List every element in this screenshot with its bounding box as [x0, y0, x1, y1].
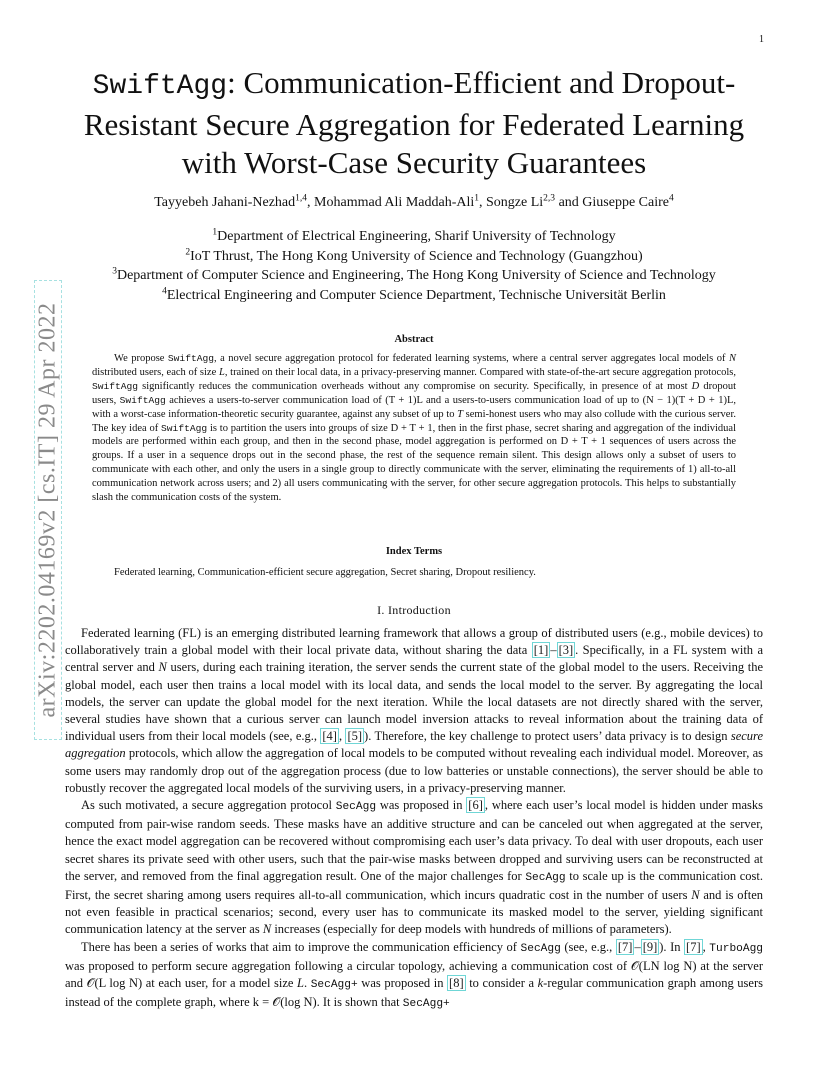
text-run: protocols, which allow the aggregation of local models to be computed without revealing each individual model. Moreover, as some users may randomly drop out of the aggregation process (due to low batteries or unstable connections), the server should be able to robustly recover the aggregated local models of the surviving users, in a privacy-preserving manner.	[65, 746, 763, 795]
abstract-heading: Abstract	[394, 334, 434, 345]
body-paragraph	[65, 797, 763, 939]
text-run: was proposed to perform secure aggregation following a circular topology, achieving a communication cost of 𝒪(LN log N) at the server and 𝒪(L log N) at each user, for a model size	[65, 958, 763, 991]
affiliation-line	[60, 286, 768, 306]
math-symbol: T	[457, 408, 464, 420]
protocol-name: SecAgg	[525, 871, 566, 884]
author-separator: and	[555, 195, 583, 210]
affiliation-text: Department of Electrical Engineering, Sharif University of Technology	[217, 229, 616, 244]
math-symbol: L	[218, 366, 225, 378]
citation-link[interactable]: [8]	[449, 976, 464, 991]
protocol-name: SecAgg	[335, 801, 377, 814]
affiliation-text: Department of Computer Science and Engineering, The Hong Kong University of Science and Technology	[116, 268, 716, 283]
text-run: –	[634, 939, 641, 954]
protocol-name: SecAgg+	[310, 979, 358, 992]
citation-link[interactable]: [7]	[686, 939, 701, 954]
text-run: was proposed in	[376, 798, 467, 813]
text-run: ,	[702, 939, 710, 954]
affiliation-mark: 1	[212, 227, 218, 238]
author-affiliation-mark: 1	[474, 193, 480, 204]
text-run: distributed users, each of size	[92, 366, 219, 378]
affiliation-text: IoT Thrust, The Hong Kong University of Science and Technology (Guangzhou)	[190, 248, 643, 264]
text-run: was proposed in	[357, 976, 448, 991]
text-run: (see, e.g.,	[560, 939, 616, 954]
author-affiliation-mark: 1,4	[295, 193, 308, 204]
author-name: Giuseppe Caire	[582, 195, 669, 210]
text-run: . Specifically, in a FL system with a central server and	[65, 643, 763, 675]
affiliation-text: Electrical Engineering and Computer Science Department, Technische Universität Berlin	[166, 287, 666, 303]
paper-title	[60, 64, 768, 182]
text-run: significantly reduces the communication overheads without any compromise on security. Specifically, in presence of at most	[138, 380, 692, 392]
citation-link[interactable]: [4]	[322, 729, 337, 744]
text-run: , a novel secure aggregation protocol for federated learning systems, where a central server aggregates local models of	[213, 353, 729, 364]
text-run: .	[303, 976, 311, 991]
index-terms-heading: Index Terms	[385, 546, 443, 557]
index-terms: Federated learning, Communication-efficient secure aggregation, Secret sharing, Dropout resiliency.	[114, 567, 536, 578]
protocol-name: SwiftAgg	[92, 380, 139, 392]
affiliation-mark: 4	[162, 285, 167, 296]
author-separator: ,	[307, 195, 315, 210]
text-run: ). In	[659, 939, 685, 954]
author-name: Tayyebeh Jahani-Nezhad	[154, 195, 296, 210]
text-run: As such motivated, a secure aggregation protocol	[81, 798, 336, 813]
math-symbol: secure aggregation	[65, 729, 764, 761]
text-run: achieves a users-to-server communication load of (T + 1)L and a users-to-users communication load of up to (N − 1)(T + D + 1)L, with a worst-case information-theoretic security guarantee, against any subset of up to	[92, 394, 736, 420]
citation-link[interactable]: [1]	[533, 643, 549, 658]
text-run: semi-honest users who may also collude with the curious server. The key idea of	[92, 408, 737, 434]
text-run: –	[550, 643, 557, 658]
protocol-name: SecAgg+	[402, 998, 450, 1011]
author-affiliation-mark: 4	[669, 193, 674, 204]
text-run: to scale up is the communication cost. First, the secret sharing among users requires all-to-all communication, which incurs quadratic cost in the number of users	[65, 868, 763, 903]
citation-link[interactable]: [9]	[642, 939, 658, 954]
body-text	[65, 625, 763, 1013]
protocol-name: SecAgg	[520, 942, 561, 955]
math-symbol: k	[537, 976, 544, 991]
text-run: dropout users,	[92, 380, 736, 406]
arxiv-stamp[interactable]	[34, 280, 62, 740]
text-run: users, during each training iteration, the server sends the current state of the global model to the users. Receiving the global model, each user then trains a local model with its local data, and sends the local model to the server. By aggregating the local models, the server can update the global model for the next iteration. While the local datasets are not directly shared with the server, several studies have shown that a curious server can launch model inversion attacks to reveal information about the training data of individual users from their local models (see, e.g.,	[65, 660, 763, 744]
text-run: and is often not even feasible in practical scenarios; second, every user has to communicate its masked model to the server, yielding significant communication latency at the server as	[65, 888, 763, 937]
affiliation-line	[60, 247, 768, 267]
text-run: to consider a	[465, 976, 538, 991]
math-symbol: N	[262, 922, 272, 937]
arxiv-stamp-text: arXiv:2202.04169v2 [cs.IT] 29 Apr 2022	[34, 302, 61, 718]
author-separator: ,	[479, 195, 487, 210]
author-affiliation-mark: 2,3	[543, 193, 556, 204]
page-number: 1	[759, 34, 764, 45]
protocol-name: SwiftAgg	[119, 394, 166, 406]
citation-link[interactable]: [5]	[347, 729, 363, 744]
body-paragraph	[65, 625, 763, 797]
affiliation-list	[60, 227, 768, 305]
protocol-name: SwiftAgg	[161, 422, 208, 434]
title-protocol-name: SwiftAgg	[92, 71, 228, 102]
text-run: is to partition the users into groups of size D + T + 1, then in the first phase, secret sharing and aggregation of the individual models are performed within each group, and then in the second phase, model aggregation is performed on D + T + 1 sequences of users across the groups. If a user in a sequence drops out in the second phase, the rest of the sequence remain silent. This design allows only a subset of users to communicate with each other, and only the users in a single group to directly communicate with the server, eliminating the requirements of 1) all-to-all communication network across users; and 2) all users communicating with the server, for other secure aggregation protocols. This helps to substantially slash the communication costs of the system.	[92, 422, 736, 504]
text-run: ,	[338, 729, 346, 744]
abstract-body	[92, 352, 736, 505]
math-symbol: D	[691, 380, 700, 392]
author-name: Mohammad Ali Maddah-Ali	[314, 195, 475, 210]
affiliation-mark: 3	[112, 266, 117, 277]
text-run: There has been a series of works that aim to improve the communication efficiency of	[81, 939, 521, 954]
author-list	[60, 195, 768, 211]
affiliation-line	[60, 227, 768, 247]
math-symbol: N	[691, 888, 700, 903]
citation-link[interactable]: [3]	[558, 643, 574, 658]
affiliation-line	[60, 266, 768, 286]
citation-link[interactable]: [6]	[468, 798, 483, 813]
citation-link[interactable]: [7]	[617, 939, 633, 954]
text-run: ). Therefore, the key challenge to protect users’ data privacy is to design	[364, 729, 731, 744]
body-paragraph	[65, 939, 763, 1014]
text-run: , trained on their local data, in a privacy-preserving manner. Compared with state-of-the-art secure aggregation protocols,	[224, 366, 736, 378]
affiliation-mark: 2	[185, 246, 191, 257]
title-text: : Communication-Efficient and Dropout-Resistant Secure Aggregation for Federated Learning with Worst-Case Security Guarantees	[83, 65, 745, 180]
text-run: -regular communication graph among users instead of the complete graph, where k = 𝒪(log N). It is shown that	[65, 976, 763, 1010]
protocol-name: TurboAgg	[709, 942, 764, 955]
math-symbol: N	[728, 353, 736, 364]
protocol-name: SwiftAgg	[167, 353, 214, 364]
text-run: , where each user’s local model is hidden under masks computed from pair-wise random seeds. These masks have an additive structure and can be canceled out when aggregated at the server, hence the exact model aggregation can be recovered without compromising each user’s data privacy. To deal with user dropouts, each user secret shares its private seed with other users, such that the pair-wise masks between dropped and surviving users can be reconstructed at the server, and removed from the final aggregation result. One of the major challenges for	[65, 798, 763, 883]
math-symbol: L	[297, 976, 304, 991]
text-run: Federated learning (FL) is an emerging distributed learning framework that allows a group of distributed users (e.g., mobile devices) to collaboratively train a global model with their local private data, without sharing the data	[65, 626, 763, 658]
text-run: We propose	[114, 353, 168, 364]
math-symbol: N	[158, 660, 167, 675]
text-run: increases (especially for deep models with hundreds of millions of parameters).	[271, 922, 672, 937]
section-heading: I. Introduction	[377, 603, 451, 617]
author-name: Songze Li	[486, 195, 544, 210]
